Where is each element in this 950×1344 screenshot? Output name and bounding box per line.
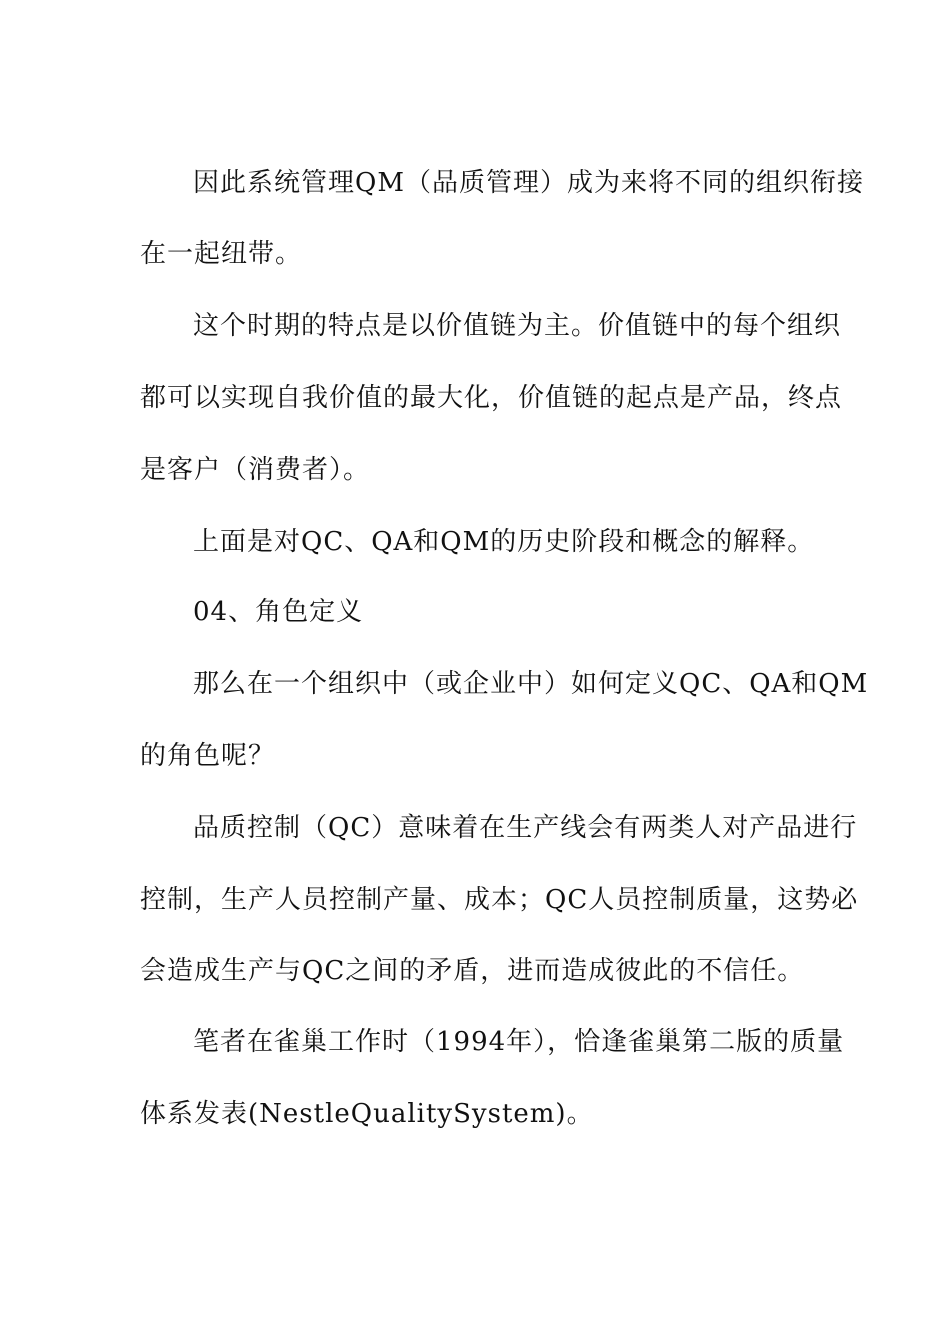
paragraph-line: 上面是对QC、QA和QM的历史阶段和概念的解释。 — [193, 527, 815, 557]
paragraph-line: 会造成生产与QC之间的矛盾，进而造成彼此的不信任。 — [140, 956, 805, 986]
paragraph-line: 那么在一个组织中（或企业中）如何定义QC、QA和QM — [193, 669, 869, 699]
paragraph-line: 品质控制（QC）意味着在生产线会有两类人对产品进行 — [193, 813, 858, 843]
paragraph-line: 这个时期的特点是以价值链为主。价值链中的每个组织 — [193, 311, 842, 341]
paragraph-line: 都可以实现自我价值的最大化，价值链的起点是产品，终点 — [140, 383, 843, 413]
paragraph-line: 因此系统管理QM（品质管理）成为来将不同的组织衔接 — [193, 168, 864, 198]
section-heading: 04、角色定义 — [193, 597, 364, 627]
paragraph-line: 是客户（消费者）。 — [140, 455, 371, 485]
paragraph-line: 在一起纽带。 — [140, 239, 303, 269]
paragraph-line: 笔者在雀巢工作时（1994年），恰逢雀巢第二版的质量 — [193, 1027, 845, 1057]
paragraph-line: 体系发表(NestleQualitySystem)。 — [140, 1099, 594, 1129]
paragraph-line: 控制，生产人员控制产量、成本；QC人员控制质量，这势必 — [140, 885, 859, 915]
paragraph-line: 的角色呢？ — [140, 741, 276, 771]
